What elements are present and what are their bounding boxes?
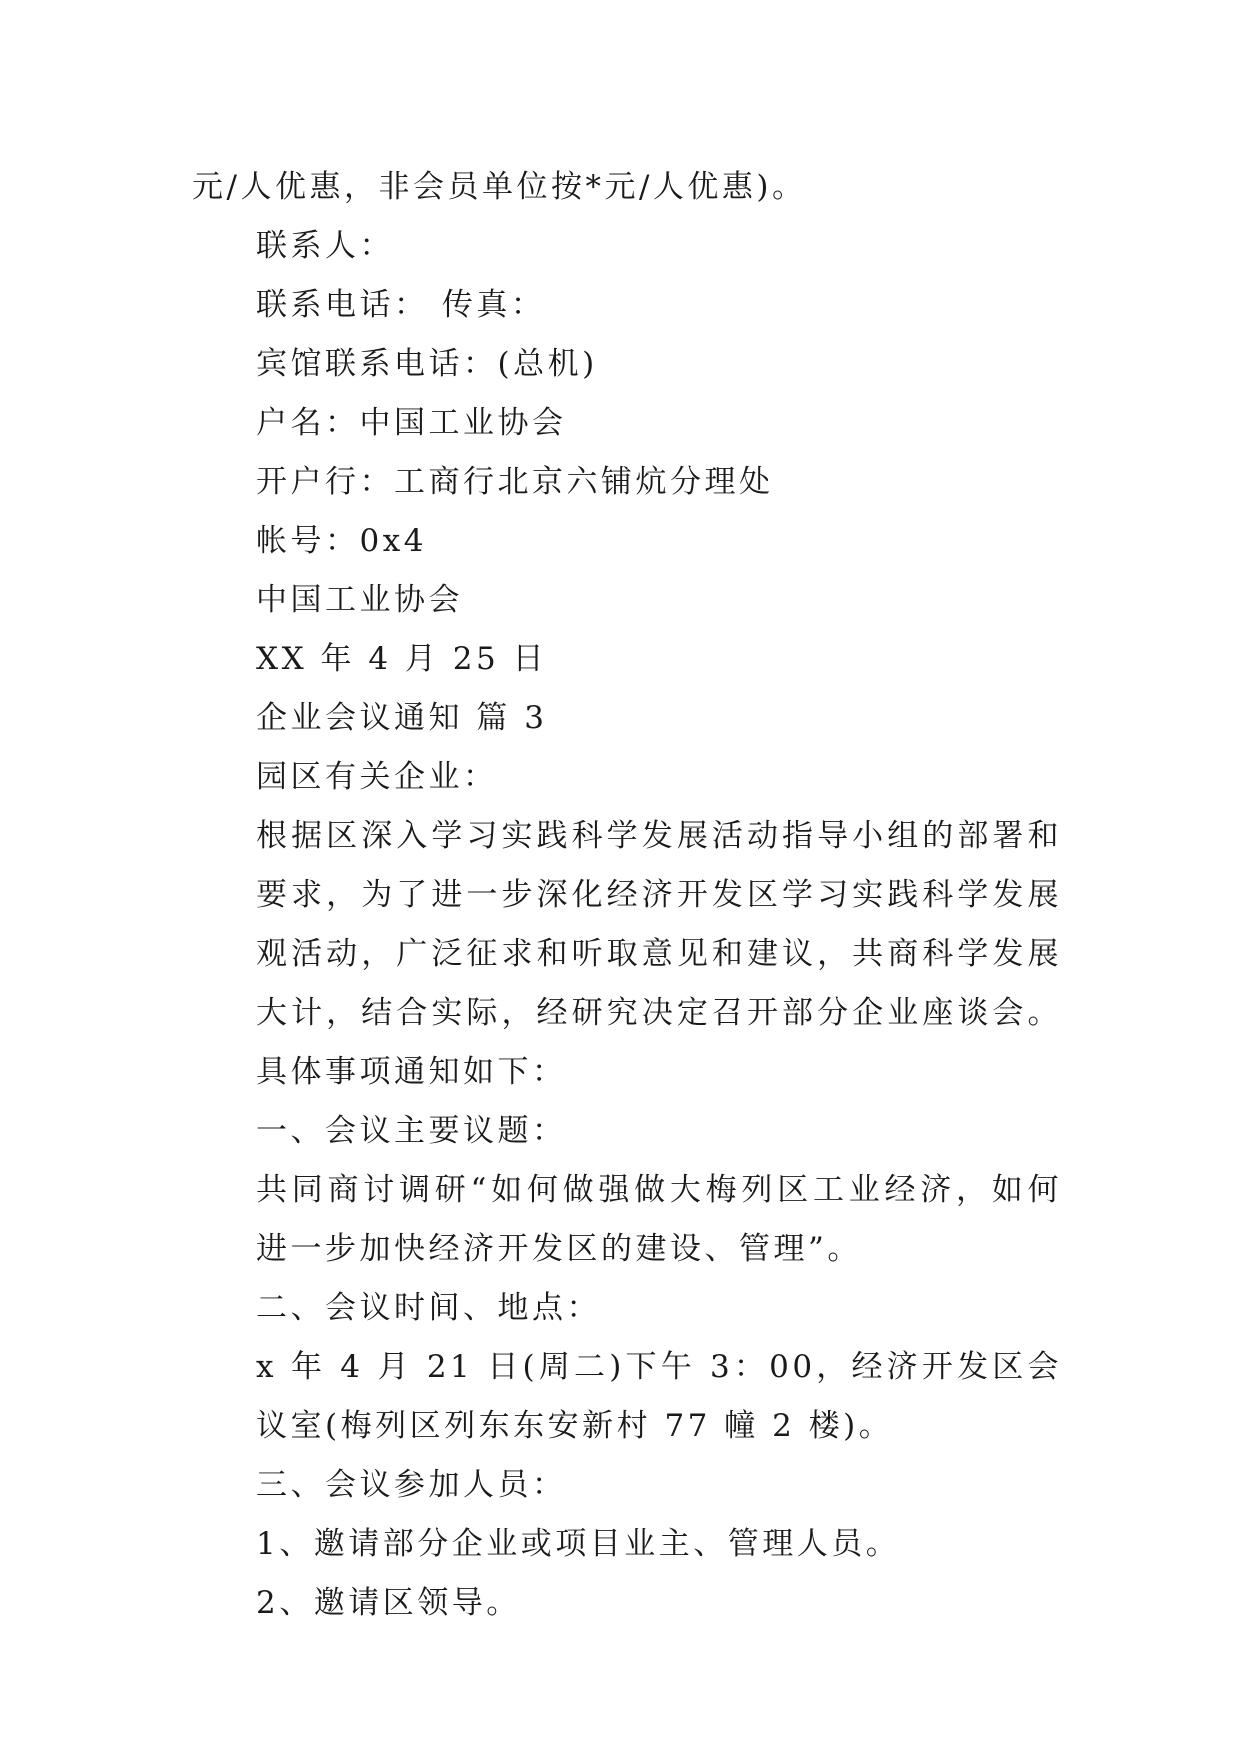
document-body [192, 158, 1062, 1633]
paragraph-intro: 根据区深入学习实践科学发展活动指导小组的部署和要求，为了进一步深化经济开发区学习实践科学发展观活动，广泛征求和听取意见和建议，共商科学发展大计，结合实际，经研究决定召开部分企业座谈会。具体事项通知如下： [256, 818, 1062, 1090]
text-line-bank: 开户行：工商行北京六铺炕分理处 [256, 464, 774, 500]
text-line-hotel-phone: 宾馆联系电话：(总机) [256, 346, 598, 382]
section-heading: 企业会议通知 篇 3 [256, 700, 548, 736]
text-line-phone-fax: 联系电话： 传真： [256, 287, 546, 323]
item-heading-topic: 一、会议主要议题： [256, 1113, 567, 1149]
list-item-attendee-1: 1、邀请部分企业或项目业主、管理人员。 [256, 1526, 901, 1562]
text-line-account-name: 户名：中国工业协会 [256, 405, 567, 441]
text-line-date: XX 年 4 月 25 日 [256, 641, 548, 677]
text-line-organization: 中国工业协会 [256, 582, 463, 618]
text-line-contact-person: 联系人： [256, 228, 394, 264]
list-item-attendee-2: 2、邀请区领导。 [256, 1585, 521, 1621]
text-line-account-number: 帐号：0x4 [256, 523, 427, 559]
text-line-pricing: 元/人优惠，非会员单位按*元/人优惠)。 [192, 169, 807, 205]
item-heading-attendees: 三、会议参加人员： [256, 1467, 567, 1503]
item-heading-time-place: 二、会议时间、地点： [256, 1290, 601, 1326]
text-line-salutation: 园区有关企业： [256, 759, 498, 795]
paragraph-topic: 共同商讨调研“如何做强做大梅列区工业经济，如何进一步加快经济开发区的建设、管理”。 [256, 1172, 1062, 1267]
paragraph-time-place: x 年 4 月 21 日(周二)下午 3：00，经济开发区会议室(梅列区列东东安新村 77 幢 2 楼)。 [256, 1349, 1062, 1444]
